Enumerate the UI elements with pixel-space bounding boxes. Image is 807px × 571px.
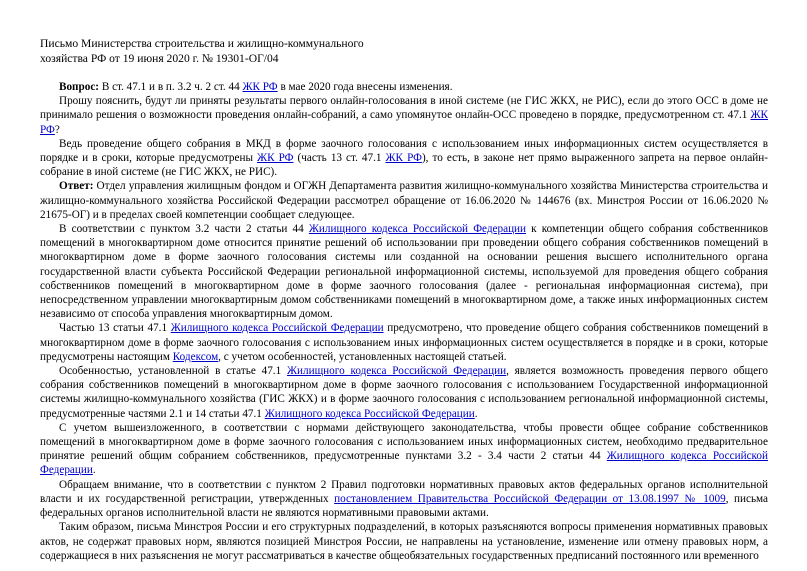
p6-text-c: , с учетом особенностей, установленных настоящей статьей. bbox=[218, 350, 507, 363]
document-title bbox=[40, 37, 640, 66]
p3-text-c: ), то есть, в законе нет прямо выраженного запрета на первое онлайн-собрание в иной системе (не ГИС ЖКХ, не РИС). bbox=[40, 152, 768, 179]
link-code[interactable]: Кодексом bbox=[172, 350, 219, 363]
answer-paragraph-4 bbox=[40, 364, 768, 421]
document-body bbox=[40, 80, 768, 563]
link-housing-code[interactable]: Жилищного кодекса Российской Федерации bbox=[170, 322, 384, 335]
p10-text-a: Таким образом, письма Минстроя России и его структурных подразделений, в которых разъясняются вопросы применения нормативных правовых актов, не содержат правовых норм, являются позицией Минстроя России, не направлены на установление, изменение или отмену правовых норм, а содержащиеся в них разъяснения не могут рассматриваться в качестве общеобязательных государственных предписаний постоянного или временного bbox=[40, 521, 768, 562]
answer-paragraph-2 bbox=[40, 222, 768, 321]
answer-paragraph-7 bbox=[40, 520, 768, 563]
link-zhk-rf[interactable]: ЖК РФ bbox=[257, 152, 294, 165]
link-government-resolution[interactable]: постановлением Правительства Российской Федерации от 13.08.1997 № 1009 bbox=[334, 492, 726, 505]
p6-text-b: предусмотрено, что проведение общего собрания собственников помещений в многоквартирном доме в форме заочного голосования с использованием иных информационных систем осуществляется в порядке и в сроки, которые предусмотрены настоящим bbox=[40, 322, 769, 363]
question-paragraph bbox=[40, 80, 768, 94]
p8-text-b: . bbox=[92, 464, 96, 477]
answer-paragraph bbox=[40, 179, 768, 222]
p7-text-b: , является возможность проведения первого общего собрания собственников помещений в многоквартирном доме в форме заочного голосования с использованием Государственной информационной системы жилищно-коммунального хозяйства (ГИС ЖКХ) и в форме заочного голосования с использованием региональной информационной системы, предусмотренные частями 2.1 и 14 статьи 47.1 bbox=[40, 365, 768, 420]
p3-text-b: (часть 13 ст. 47.1 bbox=[293, 152, 386, 165]
answer-paragraph-6 bbox=[40, 478, 768, 521]
answer-label: Ответ: bbox=[59, 180, 94, 193]
link-zhk-rf[interactable]: ЖК РФ bbox=[40, 109, 768, 136]
p6-text-a: Частью 13 статьи 47.1 bbox=[59, 322, 171, 335]
answer-paragraph-3 bbox=[40, 321, 768, 364]
link-housing-code[interactable]: Жилищного кодекса Российской Федерации bbox=[308, 223, 527, 236]
link-zhk-rf[interactable]: ЖК РФ bbox=[242, 81, 278, 93]
p8-text-a: С учетом вышеизложенного, в соответствии с нормами действующего законодательства, чтобы провести общее собрание собственников помещений в многоквартирном доме в форме заочного голосования с использованием иных информационных систем, необходимо предварительное принятие решений общим собранием собственников, предусмотренные пунктами 3.2 - 3.4 части 2 статьи 44 bbox=[40, 421, 768, 463]
p9-text-b: , письма федеральных органов исполнительной власти не являются нормативными правовыми актами. bbox=[40, 492, 769, 520]
p2-text-b: ? bbox=[54, 123, 60, 136]
answer-text: Отдел управления жилищным фондом и ОГЖН Департамента развития жилищно-коммунального хозяйства Министерства строительства и жилищно-коммунального хозяйства Российской Федерации рассмотрел обращение от 16.06.2020 № 144676 (вх. Минстроя России от 16.06.2020 № 21675-ОГ) и в пределах своей компетенции сообщает следующее. bbox=[40, 180, 768, 221]
title-line-1: Письмо Министерства строительства и жилищно-коммунального bbox=[40, 37, 364, 50]
p7-text-c: . bbox=[474, 407, 478, 420]
title-line-2: хозяйства РФ от 19 июня 2020 г. № 19301-ОГ/04 bbox=[40, 51, 279, 65]
p2-text-a: Прошу пояснить, будут ли приняты результаты первого онлайн-голосования в иной системе (не ГИС ЖКХ, не РИС), если до этого ОСС в доме не принимало решения о возможности проведения онлайн-собраний, а само упомянутое онлайн-ОСС проведено в порядке, предусмотренном ст. 47.1 bbox=[40, 95, 768, 122]
question-text-b: в мае 2020 года внесены изменения. bbox=[277, 81, 453, 93]
link-zhk-rf[interactable]: ЖК РФ bbox=[385, 152, 422, 165]
p5-text-b: к компетенции общего собрания собственников помещений в многоквартирном доме относится принятие решений об использовании при проведении общего собрания собственников помещений в многоквартирном доме в форме заочного голосования системы или созданной на основании решения высшего исполнительного органа государственной власти субъекта Российской Федерации региональной информационной системы, используемой для проведения общего собрания собственников помещений в многоквартирном доме в форме заочного голосования (далее - региональная информационная система), при непосредственном управлении многоквартирным домом собственниками помещений в многоквартирном доме, а также иных информационных систем независимо от способа управления многоквартирным домом. bbox=[40, 223, 768, 321]
question-paragraph-2 bbox=[40, 94, 768, 137]
question-text-a: В ст. 47.1 и в п. 3.2 ч. 2 ст. 44 bbox=[99, 81, 243, 93]
question-label: Вопрос: bbox=[59, 81, 100, 93]
question-paragraph-3 bbox=[40, 137, 768, 180]
p3-text-a: Ведь проведение общего собрания в МКД в форме заочного голосования с использованием иных информационных систем осуществляется в порядке и в сроки, которые предусмотрены bbox=[40, 137, 768, 165]
p7-text-a: Особенностью, установленной в статье 47.1 bbox=[59, 365, 287, 378]
answer-paragraph-5 bbox=[40, 421, 768, 478]
p9-text-a: Обращаем внимание, что в соответствии с пунктом 2 Правил подготовки нормативных правовых актов федеральных органов исполнительной власти и их государственной регистрации, утвержденных bbox=[40, 478, 768, 505]
link-housing-code[interactable]: Жилищного кодекса Российской Федерации bbox=[264, 407, 475, 420]
p5-text-a: В соответствии с пунктом 3.2 части 2 статьи 44 bbox=[59, 223, 309, 236]
link-housing-code[interactable]: Жилищного кодекса Российской Федерации bbox=[286, 365, 507, 378]
link-housing-code[interactable]: Жилищного кодекса Российской Федерации bbox=[40, 450, 768, 477]
